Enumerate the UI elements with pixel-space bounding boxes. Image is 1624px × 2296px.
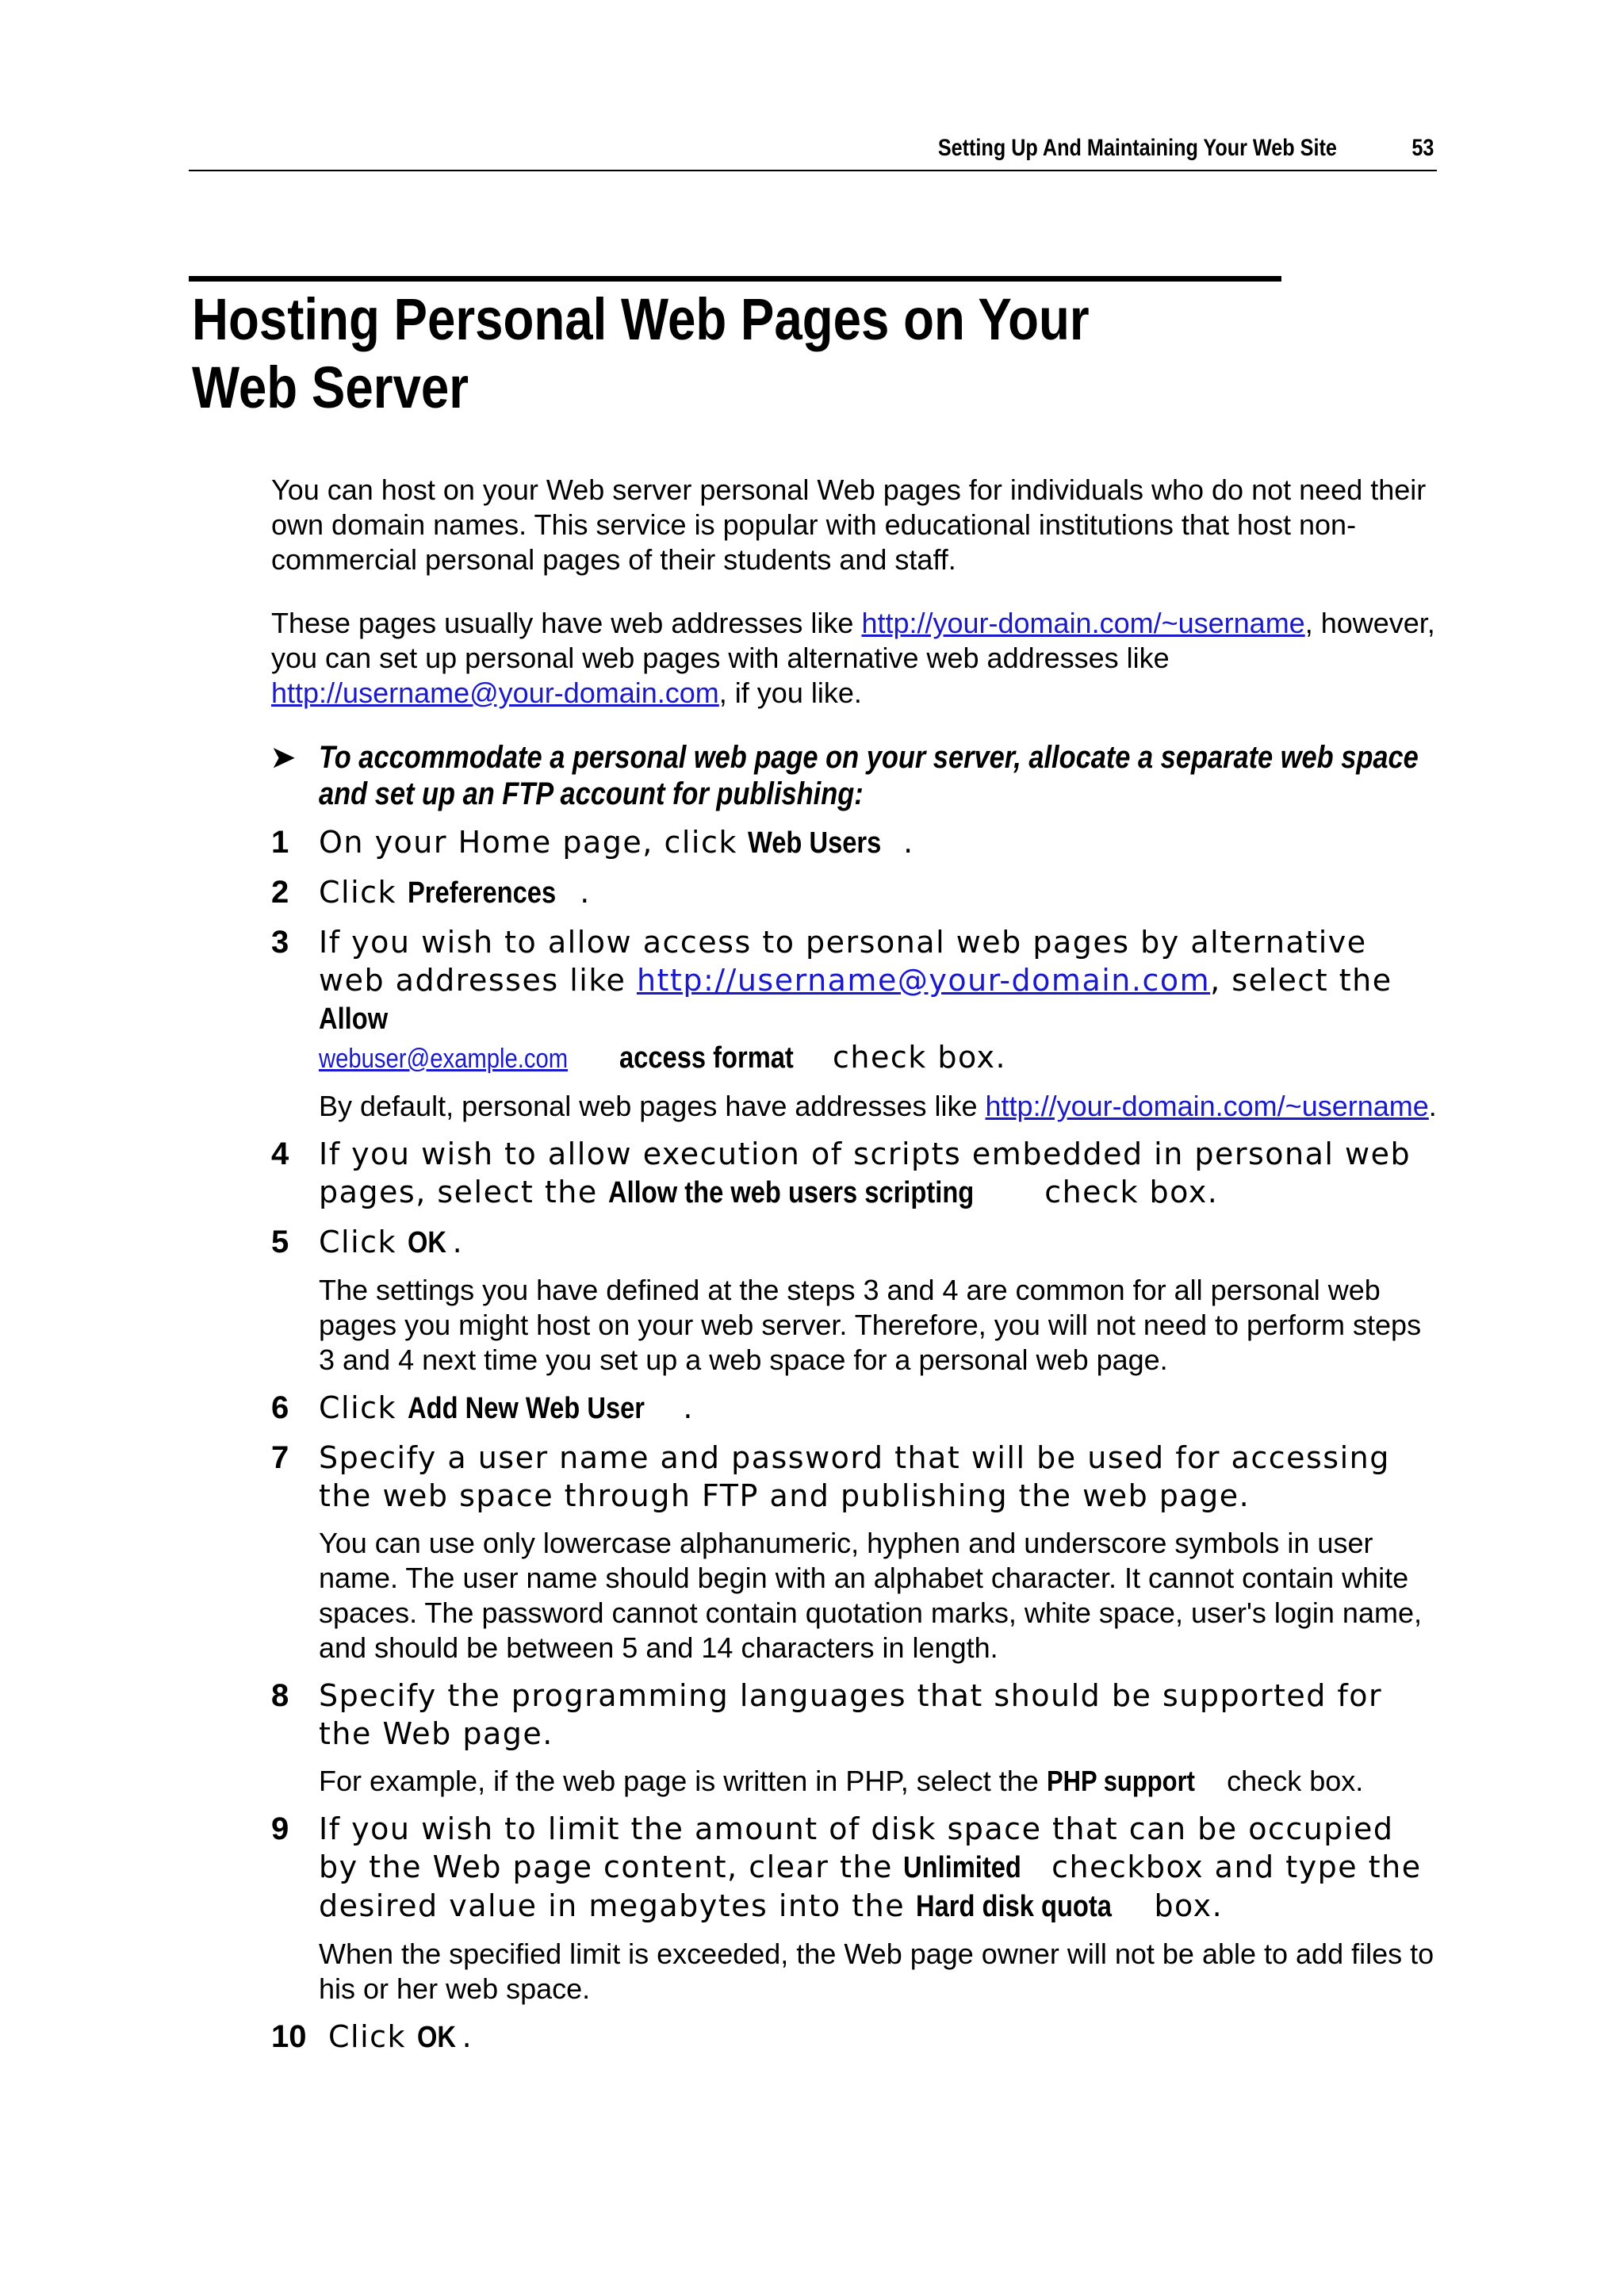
step-text: If you wish to limit the amount of disk space that can be occupied by the Web page content, clear the Unlimited checkbox and type the desired value in megabytes into the Hard disk quota box. bbox=[319, 1811, 1422, 1923]
step-item bbox=[271, 1677, 1437, 1799]
ui-label: PHP support bbox=[1046, 1765, 1195, 1797]
arrow-bullet-icon: ➤ bbox=[271, 741, 296, 773]
ui-label: Allow the web users scripting bbox=[608, 1176, 975, 1209]
step-text: Click OK . bbox=[319, 2019, 473, 2054]
step-note: The settings you have defined at the steps 3 and 4 are common for all personal web pages you might host on your web server. Therefore, you will not need to perform steps 3 and 4 next time you set up a web space for a personal web page. bbox=[319, 1274, 1422, 1376]
step-item bbox=[271, 1223, 1437, 1378]
ui-label: Preferences bbox=[407, 876, 556, 910]
step-number: 5 bbox=[271, 1225, 289, 1259]
page-number: 53 bbox=[1411, 135, 1434, 161]
ui-label: OK bbox=[416, 2021, 456, 2054]
step-note: You can use only lowercase alphanumeric, hyphen and underscore symbols in user name. The user name should begin with an alphabet character. It cannot contain white spaces. The password cannot contain quotation marks, white space, user's login name, and should be between 5 and 14 characters in length. bbox=[319, 1527, 1422, 1664]
step-number: 10 bbox=[271, 2019, 307, 2054]
step-number: 3 bbox=[271, 925, 289, 960]
step-number: 1 bbox=[271, 825, 289, 860]
text-run: , however, you can set up personal web pages with alternative web addresses like bbox=[271, 607, 1435, 674]
running-header bbox=[189, 132, 1437, 171]
address-paragraph bbox=[271, 606, 1437, 711]
step-item bbox=[271, 923, 1437, 1124]
step-number: 4 bbox=[271, 1137, 289, 1171]
running-title: Setting Up And Maintaining Your Web Site bbox=[937, 135, 1337, 161]
body-content bbox=[271, 473, 1437, 2056]
subdomain-address-link[interactable]: http://username@your-domain.com bbox=[271, 677, 719, 709]
step-note: When the specified limit is exceeded, the Web page owner will not be able to add files to his or her web space. bbox=[319, 1938, 1434, 2005]
step-note: By default, personal web pages have addresses like http://your-domain.com/~username. bbox=[319, 1090, 1437, 1122]
alt-address-link[interactable]: http://username@your-domain.com bbox=[636, 963, 1211, 998]
default-address-link[interactable]: http://your-domain.com/~username bbox=[985, 1090, 1429, 1122]
step-number: 2 bbox=[271, 875, 289, 910]
step-text: Click Preferences . bbox=[319, 875, 591, 910]
step-item bbox=[271, 873, 1437, 912]
text-run: These pages usually have web addresses like bbox=[271, 607, 862, 639]
step-item bbox=[271, 2018, 1437, 2056]
ui-label: OK bbox=[407, 1226, 446, 1259]
text-run: , if you like. bbox=[718, 677, 862, 709]
tilde-address-link[interactable]: http://your-domain.com/~username bbox=[861, 607, 1305, 639]
step-text: Specify a user name and password that will be used for accessing the web space through FTP and publishing the web page. bbox=[319, 1440, 1390, 1513]
step-text: Click OK . bbox=[319, 1225, 463, 1259]
step-note: For example, if the web page is written in PHP, select the PHP support check box. bbox=[319, 1765, 1364, 1797]
procedure-heading bbox=[271, 739, 1437, 812]
ui-label: Add New Web User bbox=[407, 1392, 645, 1425]
step-number: 9 bbox=[271, 1811, 289, 1846]
title-rule bbox=[189, 276, 1281, 282]
ui-label: Allow bbox=[319, 1002, 389, 1036]
ui-label: Hard disk quota bbox=[915, 1890, 1112, 1923]
ui-label: access format bbox=[619, 1041, 794, 1075]
step-text: On your Home page, click Web Users . bbox=[319, 825, 914, 860]
step-item bbox=[271, 1439, 1437, 1665]
step-text: Specify the programming languages that should be supported for the Web page. bbox=[319, 1678, 1383, 1751]
step-text: If you wish to allow access to personal web pages by alternative web addresses like http://username@your-domain.com, select the Allow webuser@example.com access format check box. bbox=[319, 925, 1392, 1075]
intro-paragraph: You can host on your Web server personal Web pages for individuals who do not need their own domain names. This service is popular with educational institutions that host non-commercial personal pages of their students and staff. bbox=[271, 473, 1427, 576]
ui-label: Web Users bbox=[748, 826, 882, 860]
procedure-title: To accommodate a personal web page on your server, allocate a separate web space and set up an FTP account for publishing: bbox=[319, 740, 1419, 811]
step-item bbox=[271, 1389, 1437, 1428]
step-text: If you wish to allow execution of scripts embedded in personal web pages, select the Allow the web users scripting check box. bbox=[319, 1137, 1411, 1209]
step-item bbox=[271, 1135, 1437, 1212]
webuser-example-link[interactable]: webuser@example.com bbox=[319, 1044, 569, 1074]
step-number: 7 bbox=[271, 1440, 289, 1475]
chapter-title: Hosting Personal Web Pages on Your Web Server bbox=[192, 286, 1090, 420]
step-item bbox=[271, 823, 1437, 862]
step-item bbox=[271, 1810, 1437, 2007]
steps-list bbox=[271, 823, 1437, 2056]
step-number: 8 bbox=[271, 1678, 289, 1713]
step-number: 6 bbox=[271, 1390, 289, 1425]
ui-label: Unlimited bbox=[903, 1851, 1022, 1884]
step-text: Click Add New Web User . bbox=[319, 1390, 694, 1425]
